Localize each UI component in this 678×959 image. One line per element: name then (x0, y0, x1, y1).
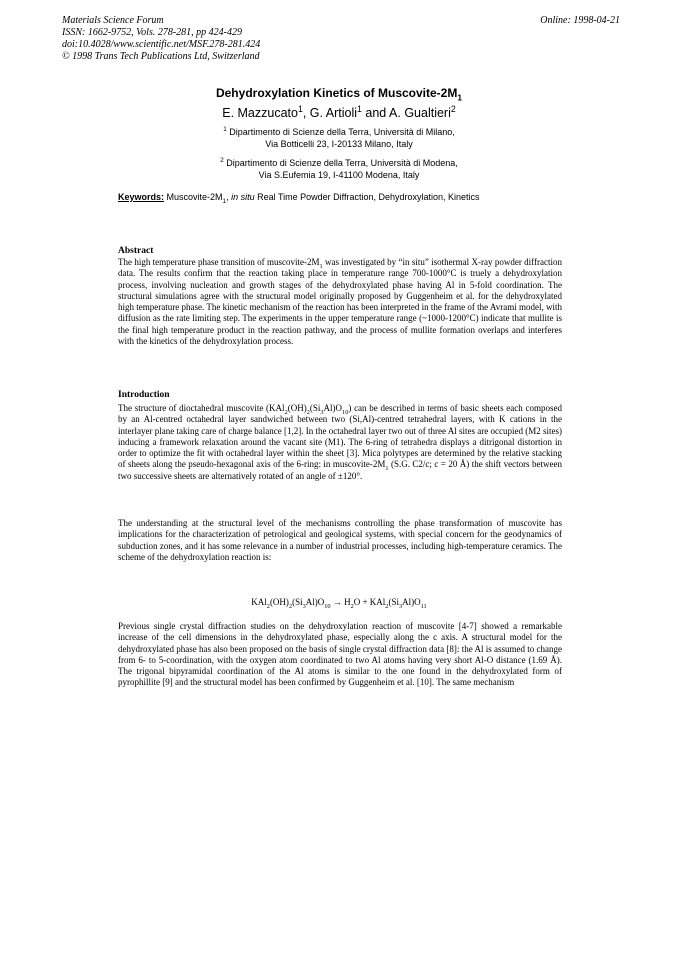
previous-studies-paragraph: Previous single crystal diffraction studies on the dehydroxylation reaction of muscovite [4-7] showed a remarkable increase of the cell dimensions in the dehydroxylated phase, especially along the c axis. A structural model for the dehydroxylated phase has also been proposed on the basis of single crystal diffraction data [8]: the Al is assumed to change from 6- to 5-coordination, with the oxygen atom coordinated to two Al atoms having very short Al-O distance (1.69 Å). The trigonal bipyramidal coordination of the Al atoms is similar to the one found in the dehydroxylated form of pyrophillite [9] and the structural model has been confirmed by Guggenheim et al. [10]. The same mechanism (118, 621, 562, 688)
equation-text: Al)O (305, 597, 325, 607)
affiliation-line: Dipartimento di Scienze della Terra, Università di Milano, (229, 127, 455, 137)
formula-subscript: 3 (320, 408, 324, 416)
doi-line: doi:10.4028/www.scientific.net/MSF.278-281.424 (62, 39, 261, 50)
equation-subscript: 2 (266, 602, 270, 610)
affiliation (0, 126, 678, 150)
copyright-line: © 1998 Trans Tech Publications Ltd, Switzerland (62, 51, 260, 62)
formula-subscript: 10 (342, 408, 349, 416)
equation-subscript: 2 (385, 602, 389, 610)
journal-header (62, 15, 382, 63)
equation-text: (Si (388, 597, 399, 607)
abstract-paragraph (118, 257, 562, 347)
paragraph-text: Al)O (323, 403, 343, 413)
affiliation-line: Via S.Eufemia 19, I-41100 Modena, Italy (258, 170, 420, 180)
abstract-text: was investigated by “in situ” isothermal X-ray powder diffraction data. The results confirm that the reaction taking place in temperature range 700-1000°C is truely a dehydroxylation process, involving nucleation and growth stages of the dehydroxylated phase having Al in 5-fold coordination. The structural simulations agree with the structural model originally proposed by Guggenheim et al. for the dehydroxylated high temperature phase. The kinetic mechanism of the reaction has been interpreted in the frame of the Avrami model, with diffusion as the rate limiting step. The experiments in the upper temperature range (~1000-1200°C) indicate that mullite is the final high temperature product in the reaction pathway, and the process of mullite formation overlaps and interferes with the kinetics of the dehydroxylation process. (118, 257, 562, 347)
paragraph-text: The structure of dioctahedral muscovite (KAl (118, 403, 285, 413)
affiliation-mark: 1 (223, 126, 227, 133)
abstract-text: The high temperature phase transition of muscovite-2M (118, 257, 320, 267)
author-list (0, 103, 678, 120)
equation-text: Al)O (402, 597, 421, 607)
keywords-label: Keywords: (118, 192, 165, 202)
paragraph-text: (Si (309, 403, 321, 413)
equation-text: → H (330, 597, 351, 607)
formula-subscript: 2 (284, 408, 288, 416)
author-affil-mark: 1 (297, 103, 303, 114)
keyword-separator: , (226, 192, 232, 202)
equation-text: KAl (251, 597, 267, 607)
online-date: Online: 1998-04-21 (540, 15, 620, 26)
paragraph-text: (S.G. C2/c; c = 20 Å) the shift vectors between two successive sheets are alternatively rotated of an angle of ±120°. (118, 459, 562, 481)
equation-subscript: 3 (398, 602, 403, 610)
introduction-paragraph (118, 403, 562, 482)
formula-subscript: 2 (306, 408, 310, 416)
author-separator: , (302, 106, 310, 120)
keyword-muscovite: Muscovite-2M (166, 192, 223, 202)
paragraph-text: ) can be described in terms of basic sheets each composed by an Al-centred octahedral layer sandwiched between two (Si,Al)-centred tetrahedral layers, with K cations in the interlayer plane taking care of charge balance [1,2]. In the octahedral layer two out of three Al sites are occupied (M2 sites) inducing a framework relaxation around the vacant site (M1). The 6-ring of tetrahedra displays a ditrigonal distortion in order to optimize the fit with octahedral layer within the sheet [3]. Mica polytypes are determined by the relative stacking of sheets along the pseudo-hexagonal axis of the 6-ring: in muscovite-2M (118, 403, 562, 470)
equation-subscript: 3 (302, 602, 306, 610)
keyword-in-situ: in situ (231, 192, 255, 202)
affiliation-mark: 2 (220, 157, 224, 164)
affiliation-line: Via Botticelli 23, I-20133 Milano, Italy (265, 139, 413, 149)
affiliation (0, 157, 678, 181)
keywords (118, 192, 588, 205)
abstract-heading: Abstract (118, 246, 154, 256)
author-separator: and (361, 106, 390, 120)
author-name: A. Gualtieri (389, 106, 451, 120)
equation-subscript: 2 (288, 602, 293, 610)
equation-subscript: 2 (350, 602, 354, 610)
equation-text: (Si (292, 597, 303, 607)
affiliation-line: Dipartimento di Scienze della Terra, Università di Modena, (226, 158, 458, 168)
introduction-heading: Introduction (118, 390, 170, 400)
equation-text: (OH) (269, 597, 289, 607)
journal-name: Materials Science Forum (62, 15, 164, 26)
keyword-rest: Real Time Powder Diffraction, Dehydroxylation, Kinetics (254, 192, 480, 202)
paper-title-text: Dehydroxylation Kinetics of Muscovite-2M (215, 86, 458, 100)
equation-text: O + KAl (353, 597, 386, 607)
formula-subscript: 1 (385, 465, 389, 473)
author-name: G. Artioli (309, 106, 358, 120)
introduction-paragraph: The understanding at the structural level of the mechanisms controlling the phase transformation of muscovite has implications for the characterization of petrological and geological systems, with special concern for the geodynamics of subduction zones, and it has some relevance in a number of industrial processes, including high-temperature ceramics. The scheme of the dehydroxylation reaction is: (118, 518, 562, 562)
paragraph-text: (OH) (287, 403, 307, 413)
author-affil-mark: 1 (357, 103, 362, 114)
equation-subscript: 11 (420, 602, 427, 610)
paper-title-subscript: 1 (457, 92, 463, 103)
paper-title (0, 86, 678, 103)
issn-line: ISSN: 1662-9752, Vols. 278-281, pp 424-429 (62, 27, 242, 38)
author-affil-mark: 2 (450, 103, 456, 114)
equation-subscript: 10 (324, 602, 331, 610)
abstract-subscript: 1 (319, 262, 323, 270)
reaction-equation (0, 597, 678, 610)
author-name: E. Mazzucato (222, 106, 298, 120)
keyword-subscript: 1 (222, 197, 227, 205)
